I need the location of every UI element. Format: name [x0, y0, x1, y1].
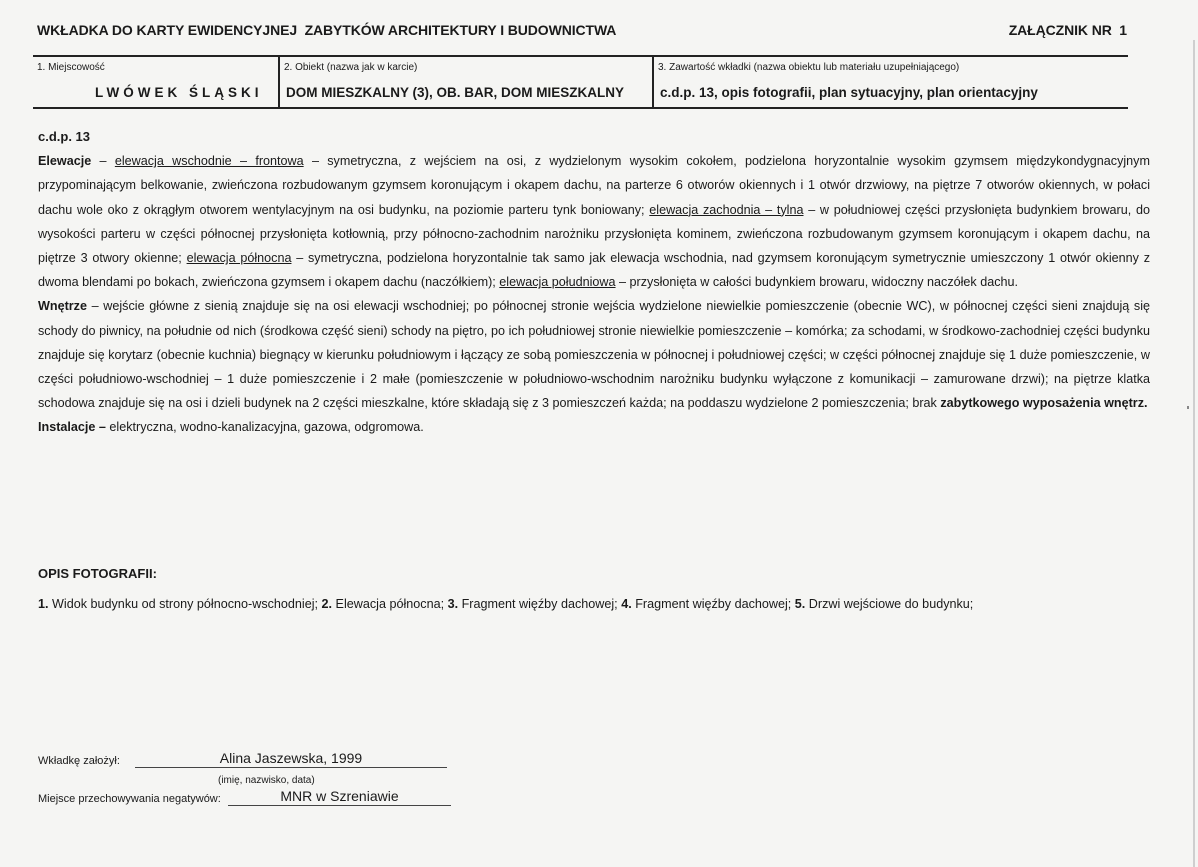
- field-locality-label: 1. Miejscowość: [37, 62, 105, 73]
- scan-edge: [1193, 40, 1195, 867]
- photo-text: Fragment więźby dachowej;: [631, 597, 795, 611]
- instalacje-heading: Instalacje –: [38, 420, 106, 435]
- photo-description: [38, 566, 1138, 614]
- photo-text: Drzwi wejściowe do budynku;: [805, 597, 974, 611]
- field-contents-value: c.d.p. 13, opis fotografii, plan sytuacyjny, plan orientacyjny: [660, 85, 1038, 100]
- field-contents-label: 3. Zawartość wkładki (nazwa obiektu lub materiału uzupełniającego): [658, 62, 960, 73]
- east-elevation-term: elewacja wschodnie – frontowa: [114, 154, 304, 169]
- text-run: – symetryczna, podzielona horyzontalnie tak samo jak elewacja wschodnia, nad gzymsem koronującym symetrycznie umieszczony 1 otwór okienny z dwoma blendami po bokach, zwieńczona gzymsem i okapem dachu (naczółkiem);: [38, 251, 1150, 290]
- photo-text: Fragment więźby dachowej;: [458, 597, 622, 611]
- field-contents: [654, 57, 1128, 109]
- text-run: – przysłonięta w całości budynkiem browaru, widoczny naczółek dachu.: [615, 275, 1019, 290]
- paragraph-wnetrze: [38, 294, 1150, 415]
- section-cdp: c.d.p. 13: [38, 129, 91, 144]
- wnetrze-heading: Wnętrze: [38, 299, 87, 314]
- photo-num: 5.: [794, 597, 806, 611]
- text-run: – wejście główne z sienią znajduje się na osi elewacji wschodniej; po północnej stronie wejścia wydzielone niewielkie pomieszczenie (obecnie WC), w północnej części sieni znajdują się schody do piwnicy, na południe od nich (środkowa część sieni) schody na piętro, po ich południowej stronie niewielkie pomieszczenie – komórka; za schodami, w środkowo-zachodniej części budynku znajduje się korytarz (obecnie kuchnia) biegnący w kierunku południowym i łączący ze sobą pomieszczenia w północnej i południowej części; w części północnej znajduje się 1 duże pomieszczenie, w części południowo-wschodniej – 1 duże pomieszczenie i 2 małe (pomieszczenie w południowo-wschodnim narożniku budynku wyłączone z komunikacji – zamurowane drzwi); na piętrze klatka schodowa znajduje się na osi i dzieli budynek na 2 części mieszkalne, które składają się z 3 pomieszczeń każda; na poddaszu wydzielone 2 pomieszczenia; brak: [38, 299, 1150, 411]
- text-run: elektryczna, wodno-kanalizacyjna, gazowa, odgromowa.: [105, 420, 424, 435]
- paragraph-elewacje: [38, 149, 1150, 294]
- field-object: [280, 57, 654, 109]
- text-run: – symetryczna, z wejściem na osi, z wydzielonym wysokim cokołem, podzielona horyzontalnie wysokim gzymsem międzykondygnacyjnym przypominającym belkowanie, zwieńczona rozbudowanym gzymsem koronującym i okapem dachu, na parterze 6 otworów okiennych i 1 otwór drzwiowy, na piętrze 7 otworów okiennych, w połaci dachu wole oko z okrągłym otworem wentylacyjnym na osi budynku, na poziomie parteru tynk boniowany;: [38, 154, 1150, 217]
- document-title: WKŁADKA DO KARTY EWIDENCYJNEJ ZABYTKÓW ARCHITEKTURY I BUDOWNICTWA: [37, 22, 617, 38]
- scan-speck: [1187, 406, 1189, 409]
- south-elevation-term: elewacja południowa: [499, 275, 616, 290]
- interior-equipment-note: zabytkowego wyposażenia wnętrz.: [940, 396, 1148, 411]
- north-elevation-term: elewacja północna: [186, 251, 292, 266]
- paragraph-instalacje: [38, 415, 1150, 439]
- created-by-value: Alina Jaszewska, 1999: [135, 750, 447, 768]
- west-elevation-term: elewacja zachodnia – tylna: [649, 202, 804, 217]
- elewacje-heading: Elewacje: [38, 154, 92, 169]
- negatives-storage-label: Miejsce przechowywania negatywów:: [38, 793, 221, 805]
- created-by-hint: (imię, nazwisko, data): [218, 775, 315, 786]
- photo-num: 4.: [621, 597, 632, 611]
- photo-text: Widok budynku od strony północno-wschodniej;: [48, 597, 322, 611]
- text-run: – w południowej części przysłonięta budynkiem browaru, do wysokości parteru w części północnej przysłonięta kotłownią, przy północno-zachodnim narożniku przysłonięta kominem, zwieńczona rozbudowanym gzymsem koronującym i okapem dachu, na piętrze 3 otwory okienne;: [38, 202, 1150, 266]
- photo-list: [38, 594, 1138, 614]
- created-by-label: Wkładkę założył:: [38, 755, 120, 767]
- text-run: –: [91, 154, 115, 169]
- field-locality: [33, 57, 280, 109]
- negatives-storage-value: MNR w Szreniawie: [228, 788, 451, 806]
- field-object-label: 2. Obiekt (nazwa jak w karcie): [284, 62, 418, 73]
- photo-num: 1.: [38, 597, 49, 611]
- photo-num: 3.: [447, 597, 459, 611]
- photo-num: 2.: [321, 597, 333, 611]
- photo-heading: OPIS FOTOGRAFII:: [38, 566, 157, 581]
- description-body: [38, 125, 1150, 440]
- field-object-value: DOM MIESZKALNY (3), OB. BAR, DOM MIESZKALNY: [286, 85, 625, 100]
- document-header: [37, 22, 1127, 38]
- field-locality-value: LWÓWEK ŚLĄSKI: [95, 85, 263, 100]
- photo-text: Elewacja północna;: [332, 597, 448, 611]
- attachment-number: ZAŁĄCZNIK NR 1: [1008, 22, 1127, 38]
- fields-table: [33, 57, 1128, 109]
